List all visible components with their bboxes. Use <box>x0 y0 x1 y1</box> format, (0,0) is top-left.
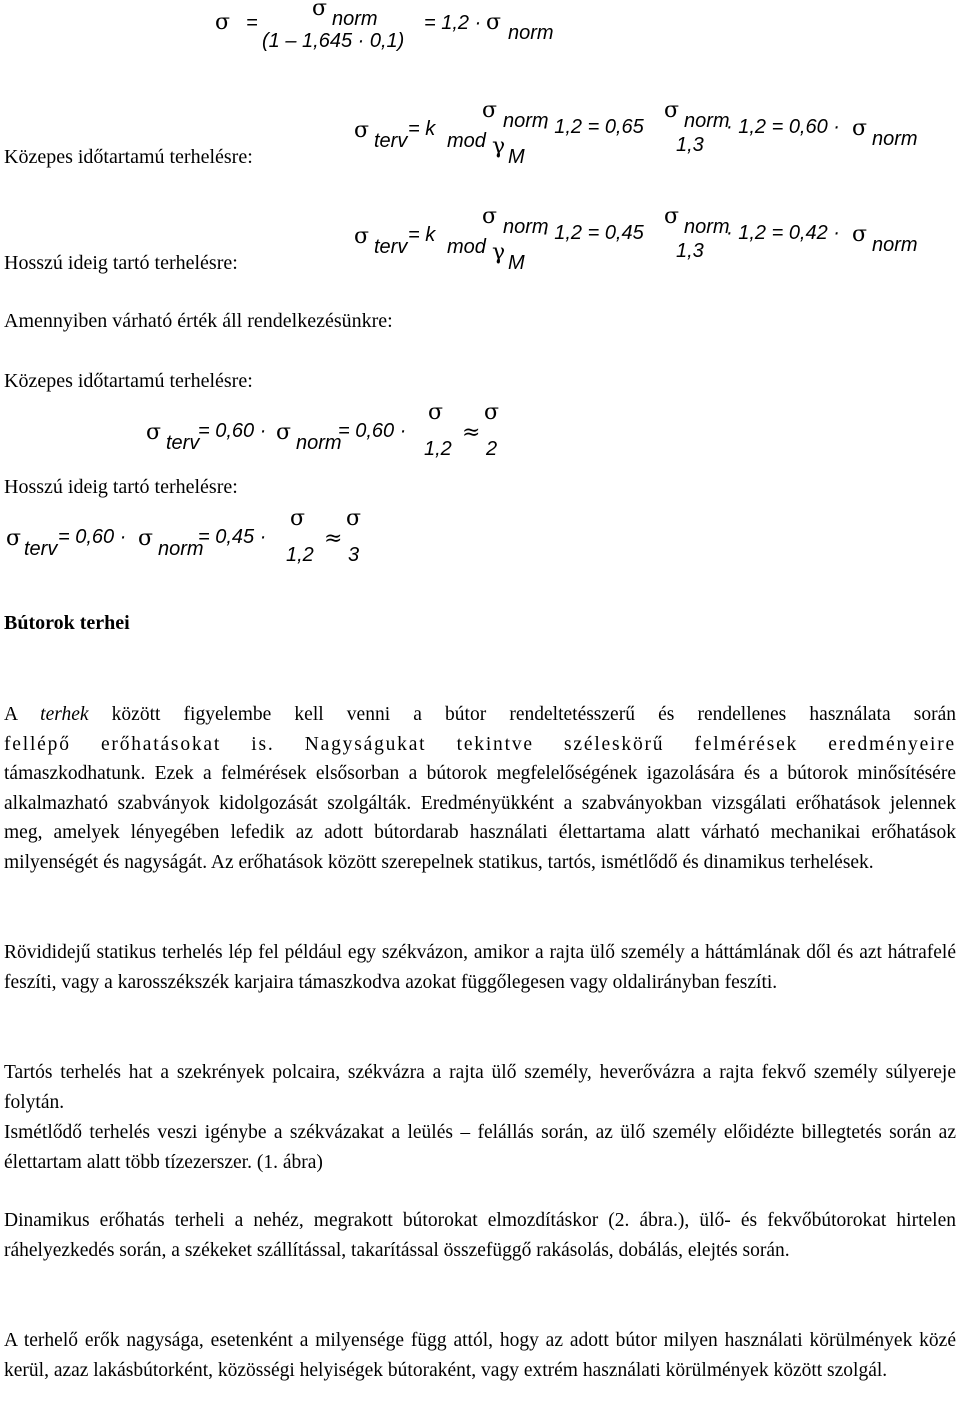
label-kozepes-1: Közepes időtartamú terhelésre: <box>4 146 253 168</box>
rhs-expression: · 1,2 = 0,60 · <box>726 116 840 138</box>
numerator-subscript: norm <box>503 216 549 238</box>
numerator2-subscript: norm <box>684 216 730 238</box>
sigma-symbol: σ <box>354 118 370 143</box>
label-hosszu-1: Hosszú ideig tartó terhelésre: <box>4 252 238 274</box>
numerator-sigma-2: σ <box>484 400 500 425</box>
rhs-subscript: norm <box>508 22 554 44</box>
denominator-1: 1,2 <box>424 438 452 460</box>
denominator-2: 1,3 <box>676 240 704 262</box>
lhs-subscript: terv <box>166 432 200 454</box>
middle-expression: · 1,2 = 0,45 <box>542 222 644 244</box>
lhs-subscript: terv <box>374 236 408 258</box>
expression-2: = 0,45 · <box>198 526 267 548</box>
gamma-subscript: M <box>508 146 525 168</box>
denominator-2: 1,3 <box>676 134 704 156</box>
gamma-symbol: γ <box>492 134 506 159</box>
mid-sigma: σ <box>276 420 292 445</box>
mid-sigma: σ <box>138 526 154 551</box>
gamma-symbol: γ <box>492 240 506 265</box>
k-expression: = k <box>408 118 436 140</box>
numerator-sigma-1: σ <box>290 506 306 531</box>
sigma-symbol: σ <box>6 526 22 551</box>
approx-sign: ≈ <box>462 420 481 445</box>
lhs-subscript: terv <box>24 538 58 560</box>
numerator-sigma: σ <box>482 98 498 123</box>
numerator-sigma-2: σ <box>346 506 362 531</box>
denominator-2: 3 <box>348 544 360 566</box>
mid-subscript: norm <box>296 432 342 454</box>
equals-sign: = <box>246 12 258 34</box>
mid-subscript: norm <box>158 538 204 560</box>
numerator2-subscript: norm <box>684 110 730 132</box>
rhs-sigma: σ <box>852 222 868 247</box>
lhs-subscript: terv <box>374 130 408 152</box>
expression-1: = 0,60 · <box>198 420 267 442</box>
paragraph-1 <box>4 700 956 877</box>
label-hosszu-2: Hosszú ideig tartó terhelésre: <box>4 476 238 498</box>
rhs-sigma: σ <box>852 116 868 141</box>
sigma-bar-symbol: σ <box>215 10 231 35</box>
rhs-subscript: norm <box>872 234 918 256</box>
gamma-subscript: M <box>508 252 525 274</box>
paragraph-6: A terhelő erők nagysága, esetenként a milyensége függ attól, hogy az adott bútor milyen használati körülmények közé kerül, azaz lakásbútorként, közösségi helyiségek bútoraként, vagy extrém használati körülmények között szolgál. <box>4 1330 956 1381</box>
rhs-subscript: norm <box>872 128 918 150</box>
numerator-subscript: norm <box>332 8 378 30</box>
numerator-subscript: norm <box>503 110 549 132</box>
k-subscript: mod <box>447 130 486 152</box>
paragraph-1-part-a: A <box>4 704 41 725</box>
sigma-symbol: σ <box>146 420 162 445</box>
label-varhato-ertek: Amennyiben várható érték áll rendelkezésünkre: <box>4 310 393 332</box>
rhs-expression: = 1,2 · <box>424 12 482 34</box>
paragraph-1-spaced-line: fellépő erőhatásokat is. Nagyságukat tekintve széleskörű felmérések eredményeire <box>4 733 956 755</box>
sigma-symbol: σ <box>354 224 370 249</box>
expression-1: = 0,60 · <box>58 526 127 548</box>
paragraph-4: Ismétlődő terhelés veszi igénybe a székvázakat a leülés – felállás során, az ülő személy előidézte billegtetés során az élettartam alatt több tízezerszer. (1. ábra) <box>4 1122 956 1173</box>
paragraph-2: Rövididejű statikus terhelés lép fel például egy székvázon, amikor a rajta ülő személy a háttámlának dől és azt hátrafelé feszíti, vagy a karosszékszék karjaira támaszkodva azokat függőlegesen vagy oldalirányban feszíti. <box>4 942 956 993</box>
numerator-sigma: σ <box>482 204 498 229</box>
paragraph-1-part-c: között figyelembe kell venni a bútor rendeltetésszerű és rendellenes használata során <box>88 704 956 725</box>
denominator: (1 – 1,645 · 0,1) <box>262 30 405 52</box>
approx-sign: ≈ <box>324 526 343 551</box>
k-expression: = k <box>408 224 436 246</box>
numerator-sigma: σ <box>312 0 328 21</box>
numerator-sigma-1: σ <box>428 400 444 425</box>
paragraph-1-emphasis: terhek <box>40 704 89 725</box>
k-subscript: mod <box>447 236 486 258</box>
middle-expression: · 1,2 = 0,65 <box>542 116 644 138</box>
rhs-sigma: σ <box>486 10 502 35</box>
paragraph-5: Dinamikus erőhatás terheli a nehéz, megrakott bútorokat elmozdításkor (2. ábra.), ülő- és fekvőbútorokat hirtelen ráhelyezkedés során, a székeket szállítással, takarítással összefüggő rakásolás, dobálás, elejtés során. <box>4 1210 956 1261</box>
paragraph-1-body: támaszkodhatunk. Ezek a felmérések elsősorban a bútorok megfelelőségének igazolására és a bútorok minősítésére alkalmazható szabványok kidolgozását szolgálták. Eredményükként a szabványokban vizsgálati erőhatások jelennek meg, amelyek lényegében lefedik az adott bútordarab használati élettartama alatt várható mechanikai erőhatások milyenségét és nagyságát. Az erőhatások között szerepelnek statikus, tartós, ismétlődő és dinamikus terhelések. <box>4 763 956 873</box>
denominator-2: 2 <box>486 438 498 460</box>
rhs-expression: · 1,2 = 0,42 · <box>726 222 840 244</box>
paragraph-3: Tartós terhelés hat a szekrények polcaira, székvázra a rajta ülő személy, heverővázra a rajta fekvő személy súlyereje folytán. <box>4 1062 956 1113</box>
numerator2-sigma: σ <box>664 204 680 229</box>
denominator-1: 1,2 <box>286 544 314 566</box>
numerator2-sigma: σ <box>664 98 680 123</box>
expression-2: = 0,60 · <box>338 420 407 442</box>
label-kozepes-2: Közepes időtartamú terhelésre: <box>4 370 253 392</box>
section-heading: Bútorok terhei <box>4 612 130 634</box>
